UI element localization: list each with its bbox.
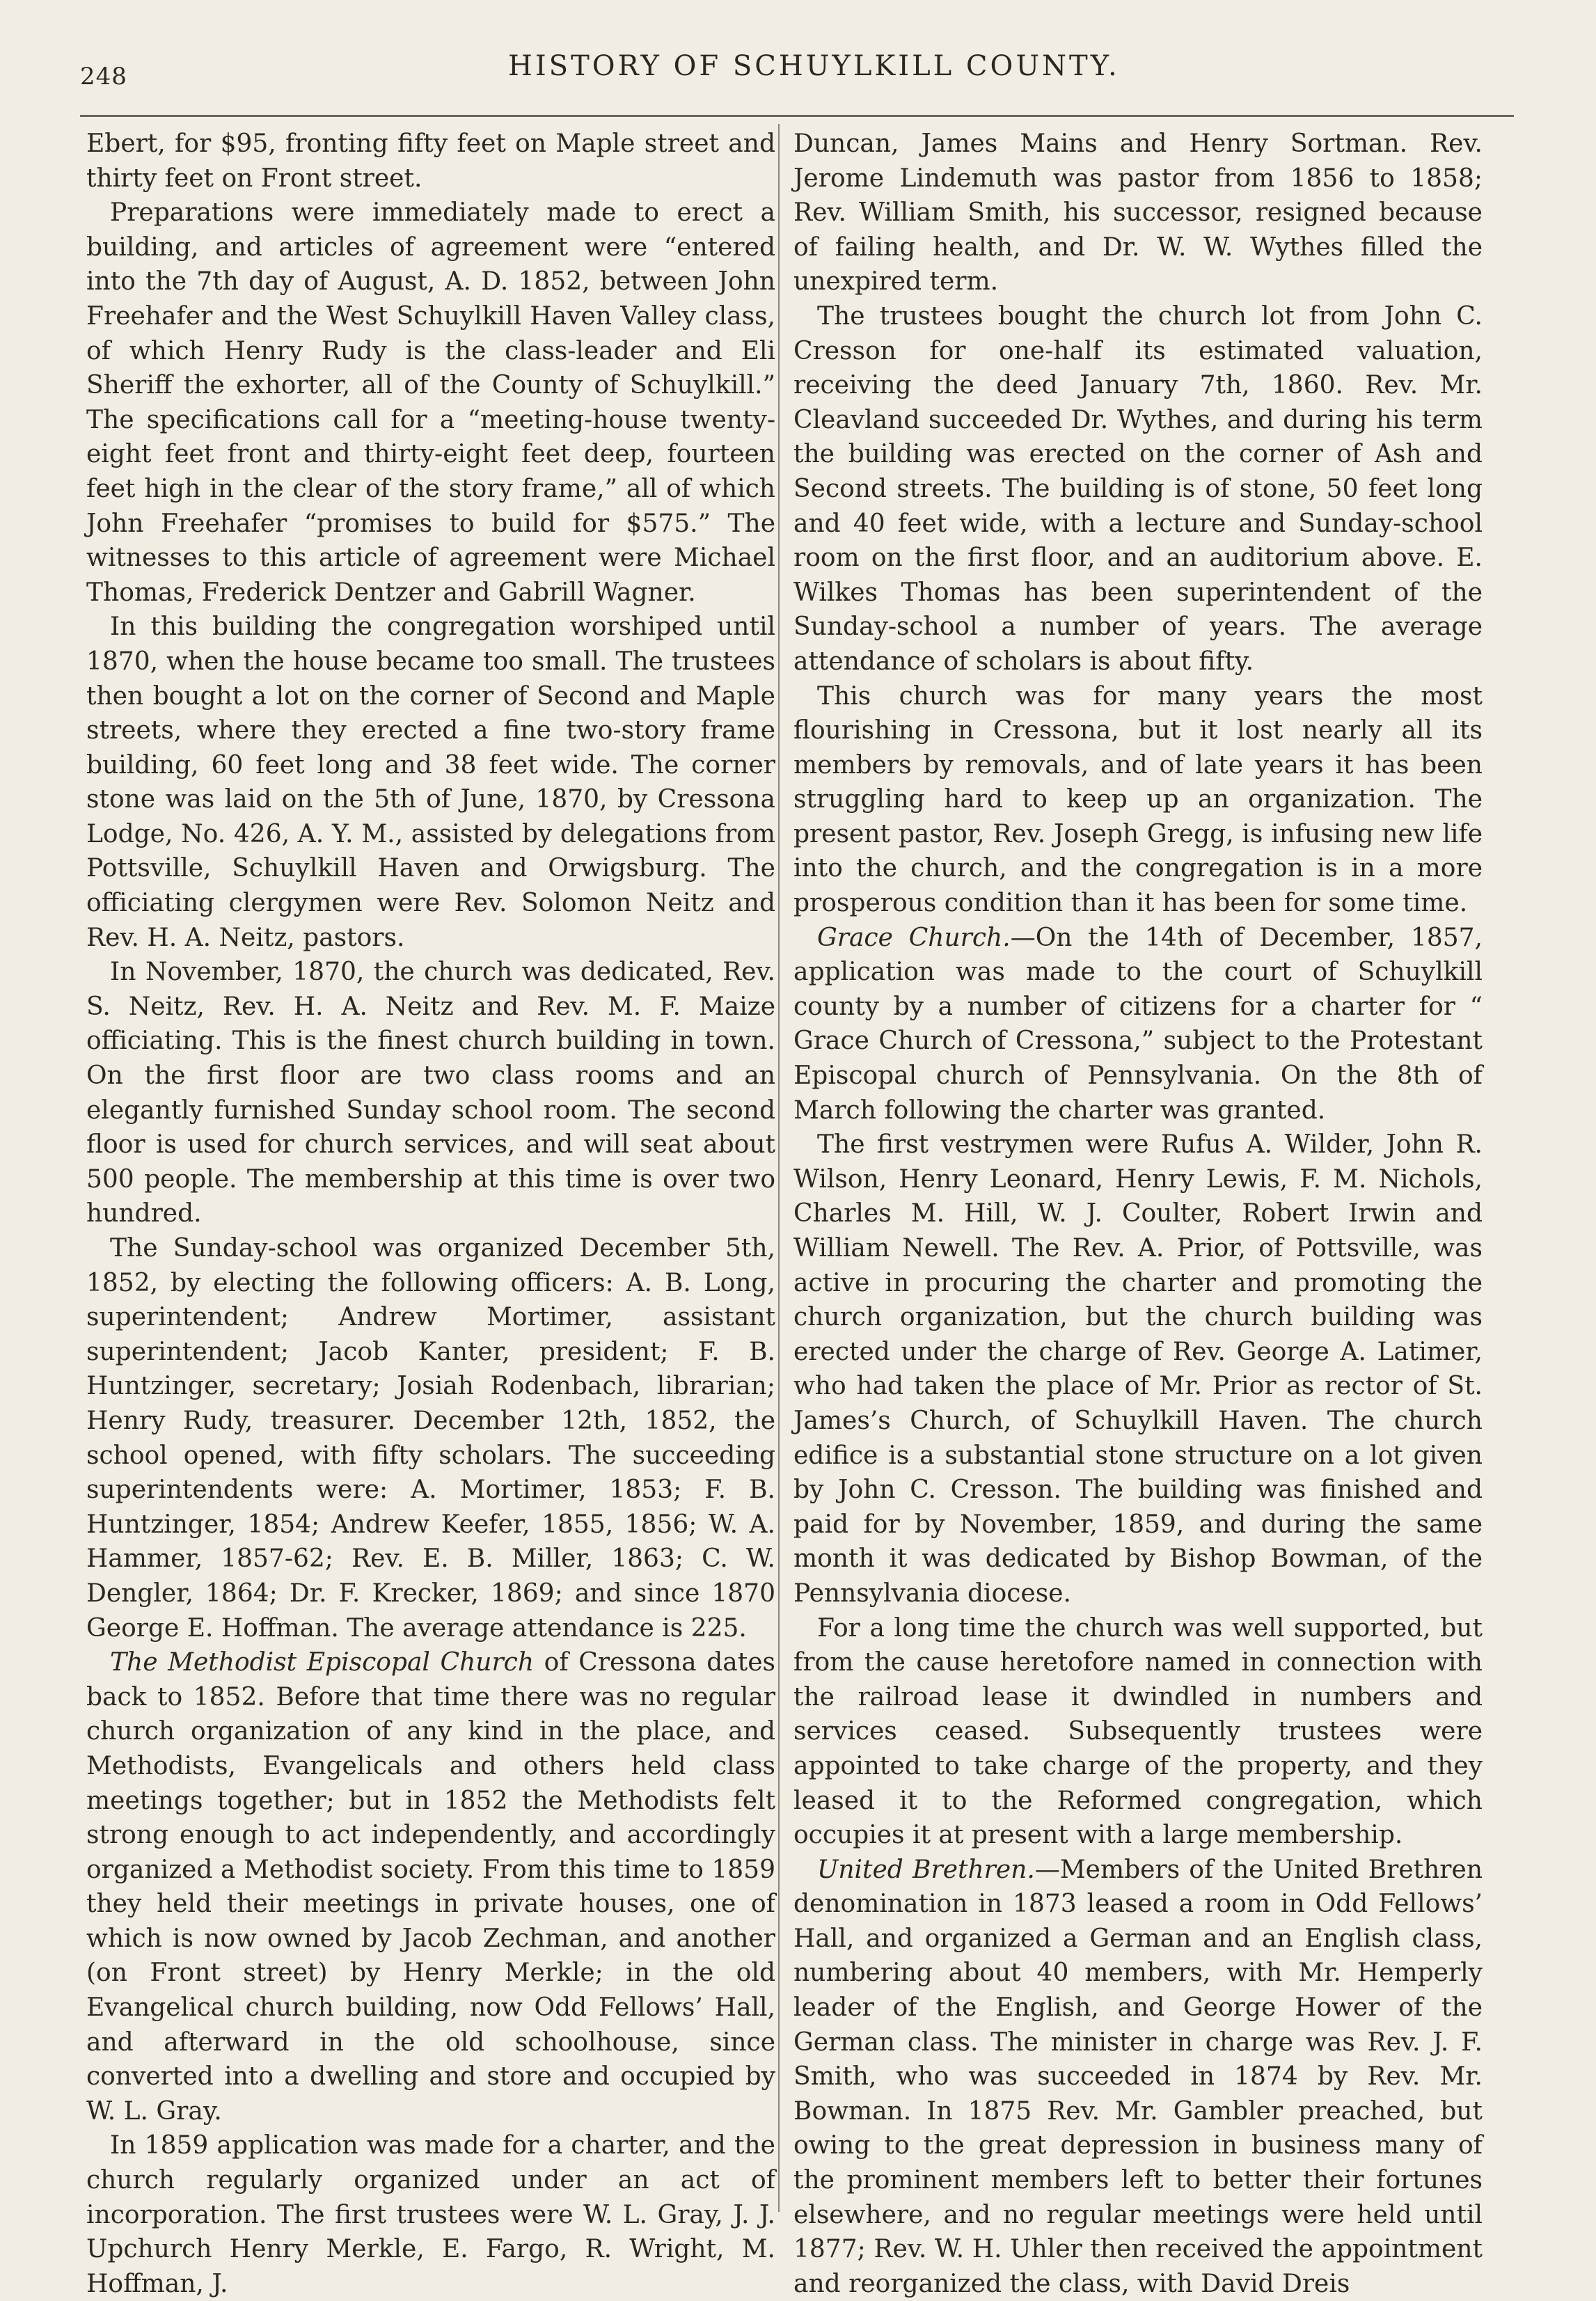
section-heading-united-brethren: United Brethren. — [817, 1855, 1035, 1884]
paragraph — [793, 921, 1483, 1128]
paragraph: Ebert, for $95, fronting fifty feet on Maple street and thirty feet on Front street. — [86, 129, 775, 193]
paragraph — [86, 1645, 775, 2128]
page-number: 248 — [80, 63, 127, 90]
header-rule — [80, 115, 1514, 117]
paragraph: In this building the congregation worshiped until 1870, when the house became too small. The trustees then bought a lot on the corner of Second and Maple streets, where they erected a fine two-story frame building, 60 feet long and 38 feet wide. The corner stone was laid on the 5th of June, 1870, by Cressona Lodge, No. 426, A. Y. M., assisted by delegations from Pottsville, Schuylkill Haven and Orwigsburg. The officiating clergymen were Rev. Solomon Neitz and Rev. H. A. Neitz, pastors. — [86, 612, 775, 952]
paragraph: The first vestrymen were Rufus A. Wilder, John R. Wilson, Henry Leonard, Henry Lewis, F. M. Nichols, Charles M. Hill, W. J. Coulter, Robert Irwin and William Newell. The Rev. A. Prior, of Pottsville, was active in procuring the charter and promoting the church organization, but the church building was erected under the charge of Rev. George A. Latimer, who had taken the place of Mr. Prior as rector of St. James’s Church, of Schuylkill Haven. The church edifice is a substantial stone structure on a lot given by John C. Cresson. The building was finished and paid for by November, 1859, and during the same month it was dedicated by Bishop Bowman, of the Pennsylvania diocese. — [793, 1130, 1483, 1608]
paragraph — [793, 1853, 1483, 2301]
paragraph: In 1859 application was made for a charter, and the church regularly organized under an act of incorporation. The first trustees were W. L. Gray, J. J. Upchurch Henry Merkle, E. Fargo, R. Wright, M. Hoffman, J. — [86, 2131, 775, 2298]
paragraph: The Sunday-school was organized December 5th, 1852, by electing the following officers: A. B. Long, superintendent; Andrew Mortimer, assistant superintendent; Jacob Kanter, president; F. B. Huntzinger, secretary; Josiah Rodenbach, librarian; Henry Rudy, treasurer. December 12th, 1852, the school opened, with fifty scholars. The succeeding superintendents were: A. Mortimer, 1853; F. B. Huntzinger, 1854; Andrew Keefer, 1855, 1856; W. A. Hammer, 1857-62; Rev. E. B. Miller, 1863; C. W. Dengler, 1864; Dr. F. Krecker, 1869; and since 1870 George E. Hoffman. The average attendance is 225. — [86, 1234, 775, 1643]
section-heading-methodist: The Methodist Episcopal Church — [110, 1648, 535, 1677]
column-divider — [778, 124, 780, 2212]
paragraph: For a long time the church was well supported, but from the cause heretofore named in connection with the railroad lease it dwindled in numbers and services ceased. Subsequently trustees were appointed to take charge of the property, and they leased it to the Reformed congregation, which occupies it at present with a large membership. — [793, 1613, 1483, 1850]
paragraph-text: —On the 14th of December, 1857, application was made to the court of Schuylkill county by a number of citizens for a charter for “ Grace Church of Cressona,” subject to the Protestant Episcopal church of Pennsylvania. On the 8th of March following the charter was granted. — [793, 923, 1483, 1125]
section-heading-grace-church: Grace Church. — [817, 923, 1011, 952]
left-column — [86, 127, 775, 2301]
paragraph: In November, 1870, the church was dedicated, Rev. S. Neitz, Rev. H. A. Neitz and Rev. M. F. Maize officiating. This is the finest church building in town. On the first floor are two class rooms and an elegantly furnished Sunday school room. The second floor is used for church services, and will seat about 500 people. The membership at this time is over two hundred. — [86, 958, 775, 1228]
page-title: HISTORY OF SCHUYLKILL COUNTY. — [508, 50, 1120, 82]
paragraph: Preparations were immediately made to erect a building, and articles of agreement were “entered into the 7th day of August, A. D. 1852, between John Freehafer and the West Schuylkill Haven Valley class, of which Henry Rudy is the class-leader and Eli Sheriff the exhorter, all of the County of Schuylkill.” The specifications call for a “meeting-house twenty-eight feet front and thirty-eight feet deep, fourteen feet high in the clear of the story frame,” all of which John Freehafer “promises to build for $575.” The witnesses to this article of agreement were Michael Thomas, Frederick Dentzer and Gabrill Wagner. — [86, 198, 775, 607]
paragraph-text: of Cressona dates back to 1852. Before that time there was no regular church organization of any kind in the place, and Methodists, Evangelicals and others held class meetings together; but in 1852 the Methodists felt strong enough to act independently, and accordingly organized a Methodist society. From this time to 1859 they held their meetings in private houses, one of which is now owned by Jacob Zechman, and another (on Front street) by Henry Merkle; in the old Evangelical church building, now Odd Fellows’ Hall, and afterward in the old schoolhouse, since converted into a dwelling and store and occupied by W. L. Gray. — [86, 1648, 775, 2126]
paragraph-text: —Members of the United Brethren denomination in 1873 leased a room in Odd Fellows’ Hall, and organized a German and an English class, numbering about 40 members, with Mr. Hemperly leader of the English, and George Hower of the German class. The minister in charge was Rev. J. F. Smith, who was succeeded in 1874 by Rev. Mr. Bowman. In 1875 Rev. Mr. Gambler preached, but owing to the great depression in business many of the prominent members left to better their fortunes elsewhere, and no regular meetings were held until 1877; Rev. W. H. Uhler then received the appointment and reorganized the class, with David Dreis — [793, 1855, 1483, 2298]
paragraph: The trustees bought the church lot from John C. Cresson for one-half its estimated valuation, receiving the deed January 7th, 1860. Rev. Mr. Cleavland succeeded Dr. Wythes, and during his term the building was erected on the corner of Ash and Second streets. The building is of stone, 50 feet long and 40 feet wide, with a lecture and Sunday-school room on the first floor, and an auditorium above. E. Wilkes Thomas has been superintendent of the Sunday-school a number of years. The average attendance of scholars is about fifty. — [793, 301, 1483, 676]
right-column — [793, 127, 1483, 2301]
paragraph: Duncan, James Mains and Henry Sortman. Rev. Jerome Lindemuth was pastor from 1856 to 1858; Rev. William Smith, his successor, resigned because of failing health, and Dr. W. W. Wythes filled the unexpired term. — [793, 129, 1483, 296]
paragraph: This church was for many years the most flourishing in Cressona, but it lost nearly all its members by removals, and of late years it has been struggling hard to keep up an organization. The present pastor, Rev. Joseph Gregg, is infusing new life into the church, and the congregation is in a more prosperous condition than it has been for some time. — [793, 681, 1483, 918]
